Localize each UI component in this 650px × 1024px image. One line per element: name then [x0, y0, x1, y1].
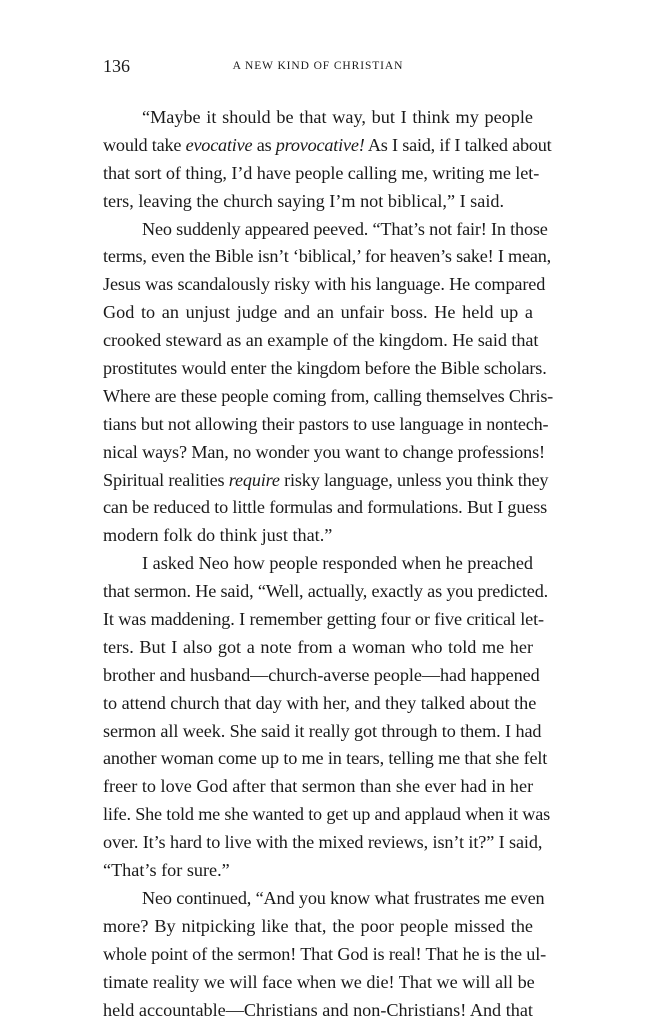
text-line	[103, 383, 533, 411]
text-segment: God to an unjust judge and an unfair boss. He held up a	[103, 302, 533, 322]
text-segment: “That’s for sure.”	[103, 860, 230, 880]
text-segment: Spiritual realities	[103, 470, 229, 490]
text-segment: held accountable—Christians and non-Christians! And that	[103, 1000, 533, 1020]
text-line	[103, 104, 533, 132]
text-segment: Where are these people coming from, calling themselves Chris-	[103, 386, 553, 406]
text-segment: Neo suddenly appeared peeved. “That’s not fair! In those	[142, 219, 548, 239]
text-line	[103, 411, 533, 439]
text-segment: crooked steward as an example of the kingdom. He said that	[103, 330, 538, 350]
text-segment: tians but not allowing their pastors to use language in nontech-	[103, 414, 548, 434]
text-line	[103, 355, 533, 383]
text-line	[103, 690, 533, 718]
text-line	[103, 271, 533, 299]
text-segment: ters. But I also got a note from a woman who told me her	[103, 637, 533, 657]
text-segment: As I said, if I talked about	[365, 135, 552, 155]
text-segment: prostitutes would enter the kingdom before the Bible scholars.	[103, 358, 547, 378]
text-line	[103, 745, 533, 773]
text-segment: that sort of thing, I’d have people calling me, writing me let-	[103, 163, 539, 183]
text-line	[103, 941, 533, 969]
text-segment: over. It’s hard to live with the mixed reviews, isn’t it?” I said,	[103, 832, 542, 852]
text-segment: ters, leaving the church saying I’m not biblical,” I said.	[103, 191, 504, 211]
text-segment: brother and husband—church-averse people—had happened	[103, 665, 540, 685]
text-segment: sermon all week. She said it really got through to them. I had	[103, 721, 541, 741]
text-line	[103, 857, 533, 885]
text-segment: “Maybe it should be that way, but I think my people	[142, 107, 533, 127]
text-line	[103, 243, 533, 271]
text-segment: would take	[103, 135, 186, 155]
text-line	[103, 494, 533, 522]
page-number: 136	[103, 54, 130, 78]
text-line	[103, 773, 533, 801]
text-line	[103, 188, 533, 216]
text-line	[103, 439, 533, 467]
text-segment: another woman come up to me in tears, telling me that she felt	[103, 748, 547, 768]
text-line	[103, 216, 533, 244]
text-line	[103, 299, 533, 327]
text-segment: to attend church that day with her, and they talked about the	[103, 693, 536, 713]
text-segment: timate reality we will face when we die! That we will all be	[103, 972, 535, 992]
text-line	[103, 327, 533, 355]
text-segment: nical ways? Man, no wonder you want to change professions!	[103, 442, 545, 462]
text-segment: Jesus was scandalously risky with his language. He compared	[103, 274, 545, 294]
text-line	[103, 522, 533, 550]
text-line	[103, 829, 533, 857]
text-segment: that sermon. He said, “Well, actually, exactly as you predicted.	[103, 581, 548, 601]
text-line	[103, 718, 533, 746]
text-segment: can be reduced to little formulas and formulations. But I guess	[103, 497, 547, 517]
text-line	[103, 662, 533, 690]
text-line	[103, 606, 533, 634]
text-segment: more? By nitpicking like that, the poor people missed the	[103, 916, 533, 936]
body-text	[103, 104, 533, 1024]
text-line	[103, 634, 533, 662]
text-segment: whole point of the sermon! That God is real! That he is the ul-	[103, 944, 546, 964]
text-line	[103, 885, 533, 913]
text-line	[103, 913, 533, 941]
italic-text: evocative	[186, 135, 253, 155]
text-line	[103, 160, 533, 188]
italic-text: require	[229, 470, 280, 490]
text-line	[103, 801, 533, 829]
text-segment: terms, even the Bible isn’t ‘biblical,’ for heaven’s sake! I mean,	[103, 246, 551, 266]
text-segment: life. She told me she wanted to get up and applaud when it was	[103, 804, 550, 824]
text-line	[103, 997, 533, 1024]
text-segment: I asked Neo how people responded when he preached	[142, 553, 533, 573]
running-head	[103, 54, 533, 78]
text-line	[103, 969, 533, 997]
text-segment: as	[252, 135, 275, 155]
text-segment: Neo continued, “And you know what frustrates me even	[142, 888, 545, 908]
italic-text: provocative!	[276, 135, 365, 155]
text-line	[103, 132, 533, 160]
text-segment: risky language, unless you think they	[280, 470, 549, 490]
text-line	[103, 550, 533, 578]
text-segment: It was maddening. I remember getting four or five critical let-	[103, 609, 544, 629]
text-segment: modern folk do think just that.”	[103, 525, 332, 545]
text-segment: freer to love God after that sermon than she ever had in her	[103, 776, 533, 796]
running-title: A NEW KIND OF CHRISTIAN	[103, 57, 533, 75]
text-line	[103, 467, 533, 495]
text-line	[103, 578, 533, 606]
